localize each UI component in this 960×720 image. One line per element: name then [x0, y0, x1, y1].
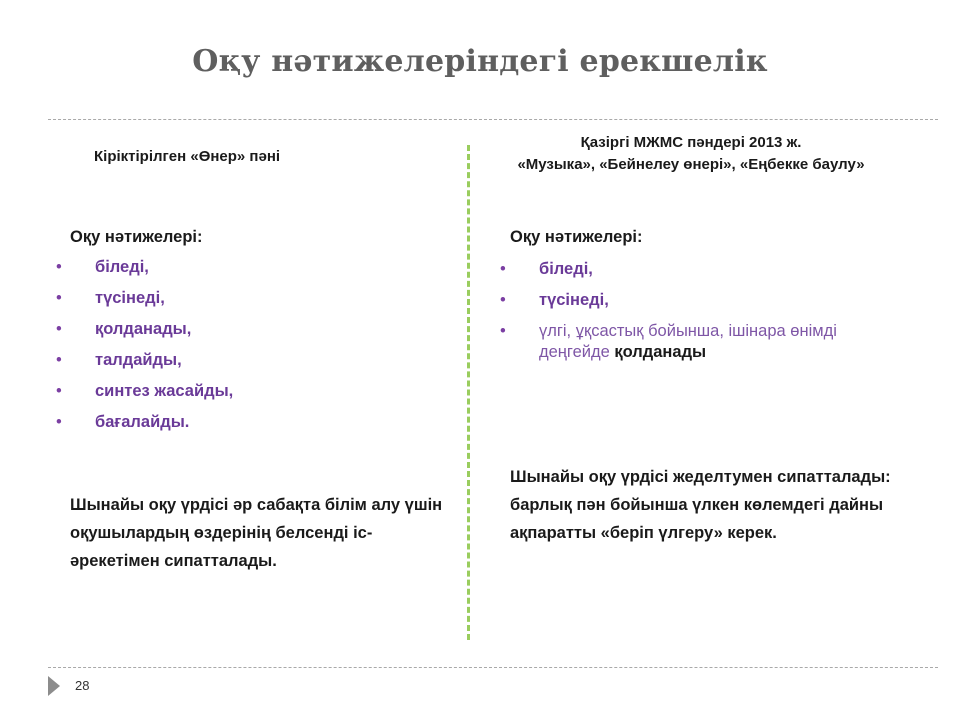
list-item — [56, 257, 436, 278]
list-item-emphasis: қолданады — [614, 343, 707, 361]
right-summary-paragraph: Шынайы оқу үрдісі жеделтумен сипатталады: барлық пән бойынша үлкен көлемдегі дайны ақпаратты «беріп үлгеру» керек. — [510, 468, 891, 542]
bullet-icon: • — [56, 289, 62, 307]
list-item-text: біледі, — [95, 258, 149, 276]
list-item-text: талдайды, — [95, 351, 182, 369]
list-item-text: түсінеді, — [95, 289, 165, 307]
list-item-text: бағалайды. — [95, 413, 190, 431]
left-column-heading: Кіріктірілген «Өнер» пәні — [94, 148, 281, 165]
list-item — [56, 381, 436, 402]
list-item-text: біледі, — [539, 260, 593, 278]
bottom-divider — [48, 667, 938, 668]
list-item — [500, 321, 900, 363]
left-outcomes-title: Оқу нәтижелері: — [70, 228, 203, 246]
list-item — [56, 319, 436, 340]
page-number: 28 — [75, 678, 90, 693]
left-summary-paragraph: Шынайы оқу үрдісі әр сабақта білім алу үшін оқушылардың өздерінің белсенді іс-әрекетімен сипатталады. — [70, 496, 443, 570]
column-divider — [467, 145, 470, 640]
bullet-icon: • — [500, 291, 506, 309]
list-item — [56, 288, 436, 309]
list-item-text: түсінеді, — [539, 291, 609, 309]
right-heading-line-2: «Музыка», «Бейнелеу өнері», «Еңбекке баулу» — [517, 156, 865, 173]
slide-title: Оқу нәтижелеріндегі ерекшелік — [192, 44, 768, 79]
bullet-icon: • — [56, 382, 62, 400]
list-item — [500, 259, 900, 280]
bullet-icon: • — [56, 258, 62, 276]
left-outcomes-list — [56, 257, 436, 443]
right-column-heading — [476, 132, 906, 176]
list-item — [56, 350, 436, 371]
list-item-text: синтез жасайды, — [95, 382, 234, 400]
triangle-icon — [48, 676, 60, 696]
list-item-text: қолданады, — [95, 320, 192, 338]
bullet-icon: • — [56, 351, 62, 369]
right-heading-line-1: Қазіргі МЖМС пәндері 2013 ж. — [580, 134, 802, 151]
list-item — [500, 290, 900, 311]
bullet-icon: • — [56, 320, 62, 338]
list-item — [56, 412, 436, 433]
bullet-icon: • — [500, 260, 506, 278]
right-outcomes-title: Оқу нәтижелері: — [510, 228, 643, 246]
list-item-text: үлгі, ұқсастық бойынша, ішінара өнімді деңгейде — [539, 322, 837, 361]
right-outcomes-list — [500, 259, 900, 373]
top-divider — [48, 119, 938, 120]
bullet-icon: • — [500, 322, 506, 340]
bullet-icon: • — [56, 413, 62, 431]
